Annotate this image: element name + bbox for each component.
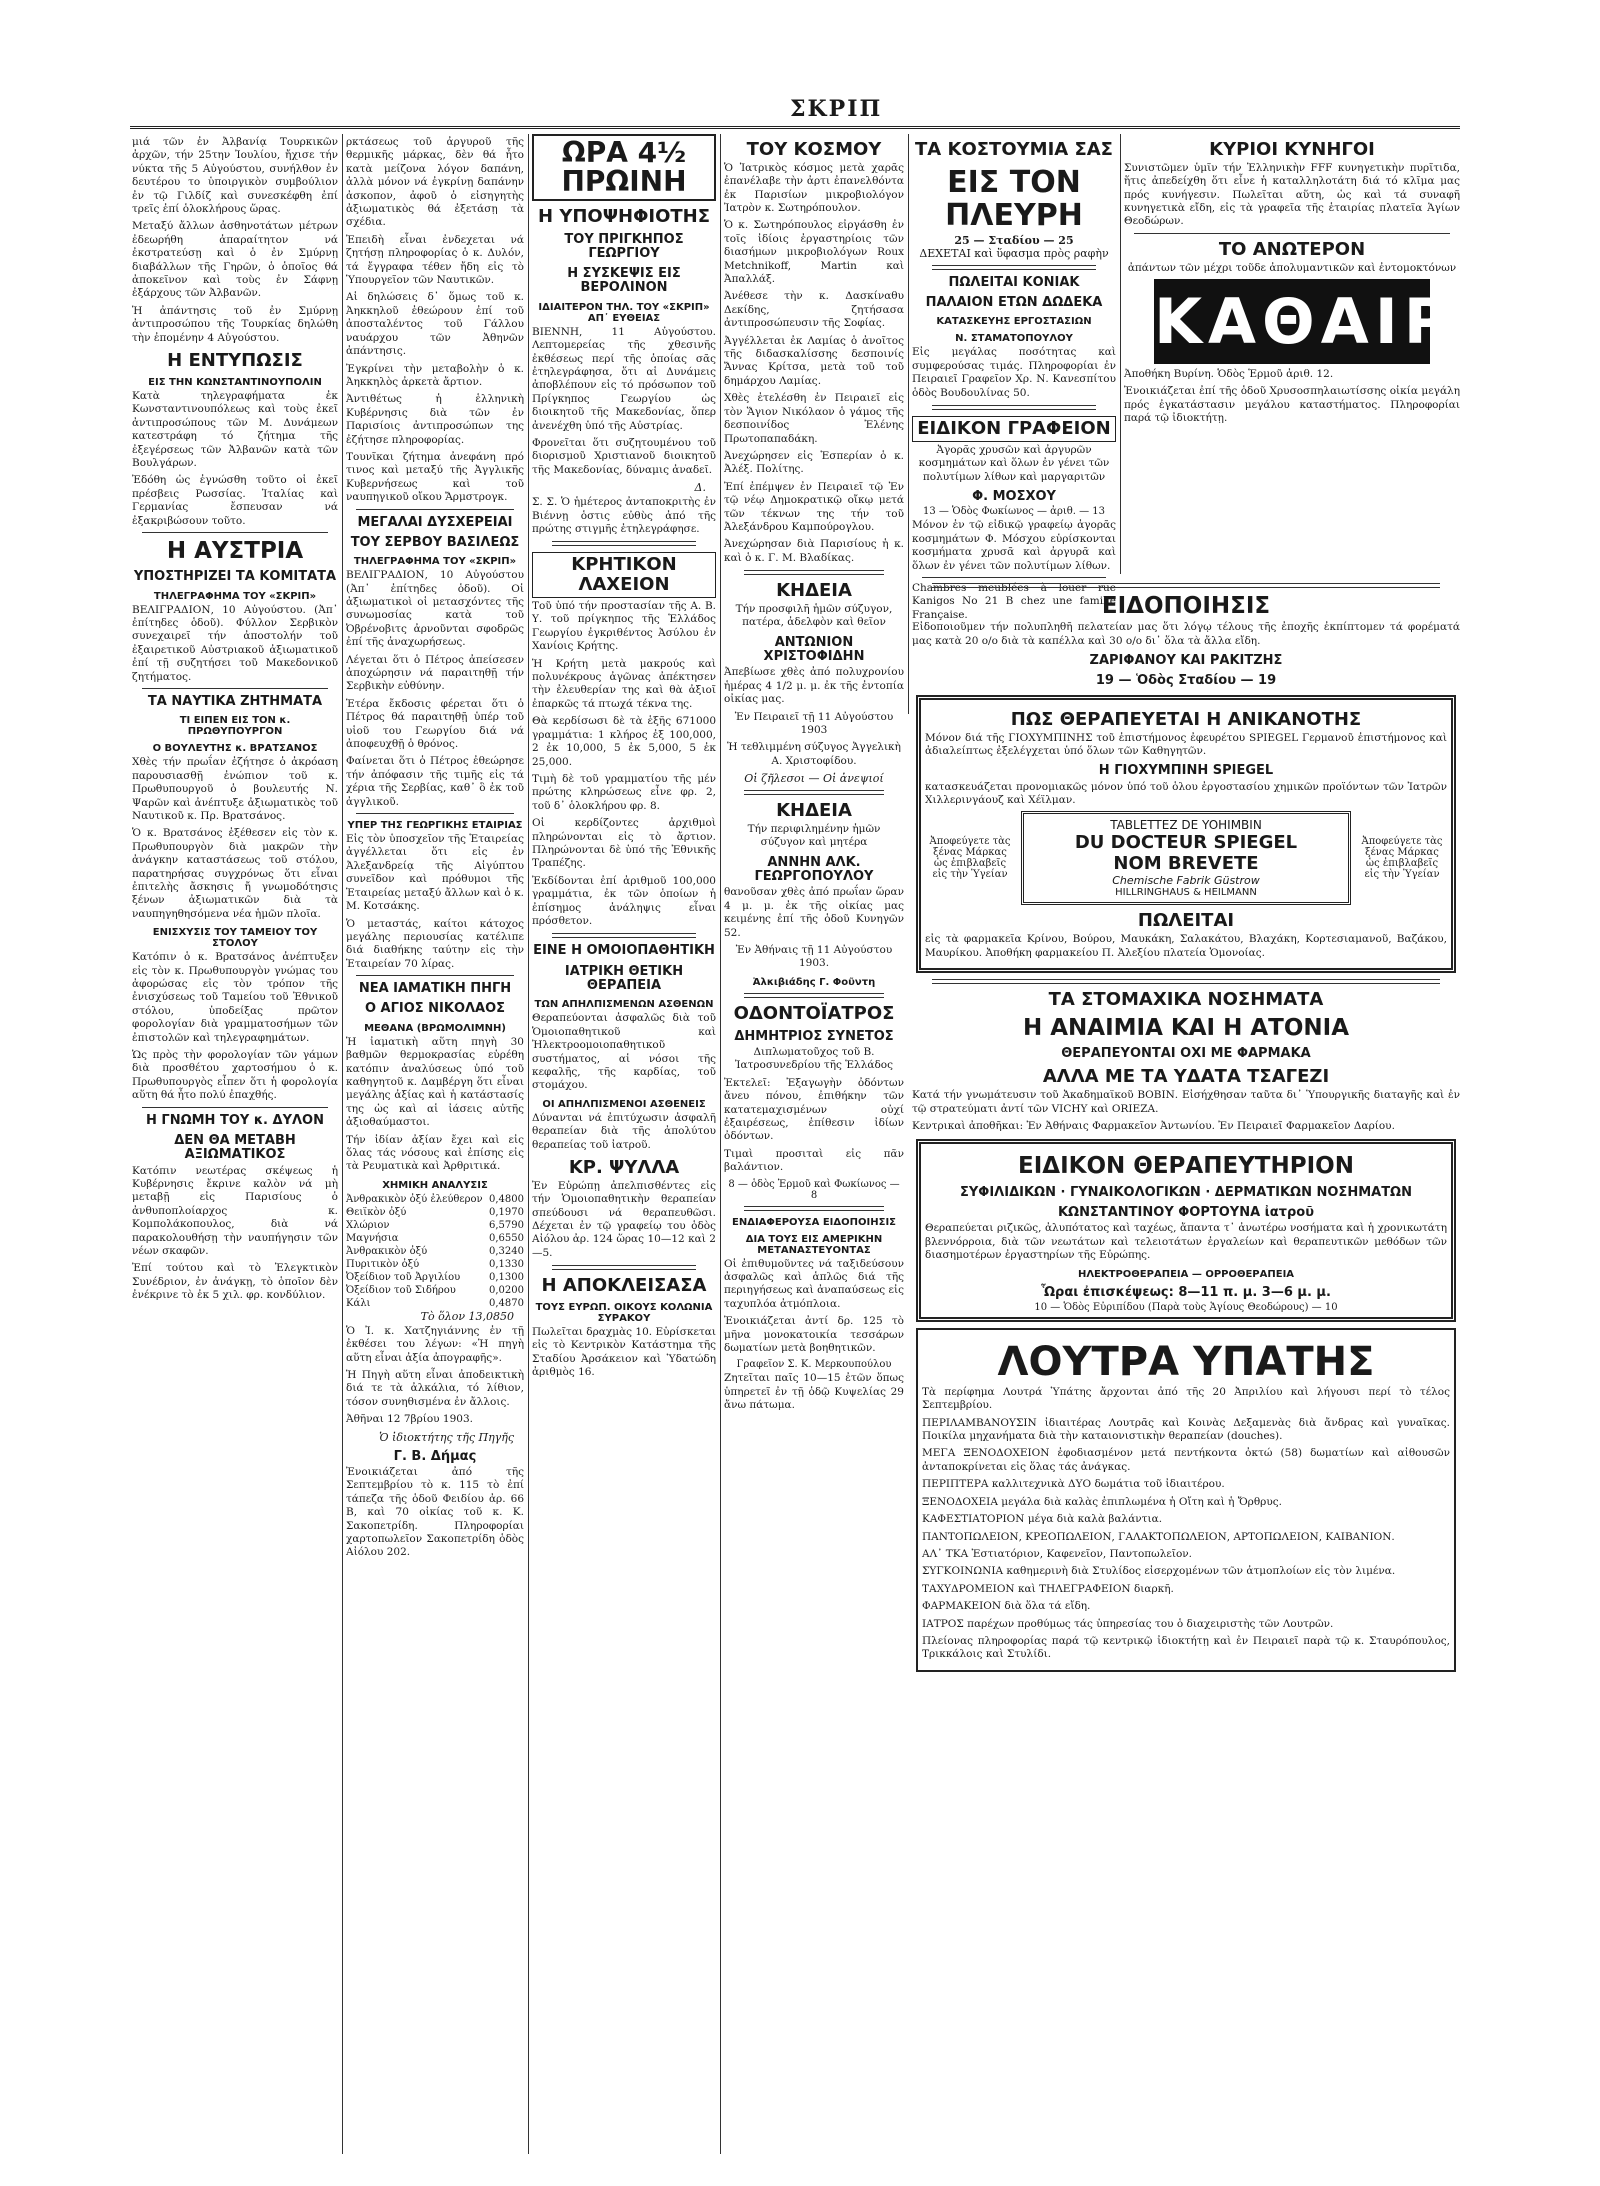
subheadline: Η ΓΙΟΧΥΜΠΙΝΗ SPIEGEL	[1098, 763, 1274, 779]
table-cell-value: 0,6550	[489, 1232, 524, 1244]
brand-logo: ΚΑΘΑΙΡΩ	[1154, 279, 1430, 364]
article-text: ΒΙΕΝΝΗ, 11 Αὐγούστου. Λεπτομερείας τῆς χθεσινῆς ἐκθέσεως περί τῆς ὁποίας σᾶς ἐτηλεγράφησα, ὅτι αἱ Δυνάμεις ἀποβλέπουν εἰς τό πρόσωπον τοῦ Πρίγκηπος Γεωργίου ὡς διοικητοῦ τῆς Μακεδονίας, ὅπερ ἀνενέχθη ὑπό τῆς Αὐστρίας.	[532, 325, 716, 432]
subheadline: ΕΝΙΣΧΥΣΙΣ ΤΟΥ ΤΑΜΕΙΟΥ ΤΟΥ ΣΤΟΛΟΥ	[152, 927, 318, 950]
advert-text: ΚΑΦΕΣΤΙΑΤΟΡΙΟΝ μέγα διὰ καλὰ βαλάντια.	[922, 1513, 1163, 1526]
advert-text: Πλείονας πληροφορίας παρά τῷ κεντρικῷ ἰδιοκτήτῃ καὶ ἐν Πειραιεῖ παρὰ τῷ κ. Σταυρόπουλος, Τρικκάλοις καὶ Στυλίδι.	[922, 1634, 1450, 1661]
headline: ΕΙΔΟΠΟΙΗΣΙΣ	[1101, 593, 1271, 619]
article-text: Χθὲς ἐτελέσθη ἐν Πειραιεῖ εἰς τὸν Ἅγιον Νικόλαον ὁ γάμος τῆς δεσποινίδος Ἐλένης Πρωτοπαπαδάκη.	[724, 392, 904, 445]
subheadline: ΕΙΣ ΤΗΝ ΚΩΝΣΤΑΝΤΙΝΟΥΠΟΛΙΝ	[148, 376, 322, 388]
headline: ΕΙΝΕ Η ΟΜΟΙΟΠΑΘΗΤΙΚΗ	[533, 943, 715, 959]
subheadline: ΔΗΜΗΤΡΙΟΣ ΣΥΝΕΤΟΣ	[734, 1028, 894, 1044]
headline: ΕΝΔΙΑΦΕΡΟΥΣΑ ΕΙΔΟΠΟΙΗΣΙΣ	[732, 1216, 896, 1228]
article-text: Ὁ κ. Σωτηρόπουλος εἰργάσθη ἐν τοῖς ἰδίοις ἐργαστηρίοις τῶν διασήμων μικροβιολόγων Roux Metchnikoff, Martin καὶ Ἀπαλλάξ.	[724, 219, 904, 286]
article-text: Δύνανται νά ἐπιτύχωσιν ἀσφαλῆ θεραπείαν διὰ τῆς ἀπολύτου θεραπείας τοῦ ἰατροῦ.	[532, 1111, 716, 1151]
notice-text: Οἱ ἐπιθυμοῦντες νά ταξιδεύσουν ἀσφαλῶς καὶ ἁπλῶς διά τῆς περιηγήσεως καὶ ἀναπαύσεως εἰς ταχυπλόα ἀτμόπλοια.	[724, 1257, 904, 1310]
headline: ΠΩΛΕΙΤΑΙ ΚΟΝΙΑΚ	[948, 274, 1080, 290]
divider	[744, 1206, 884, 1211]
article-text: Ἀνέθεσε τὴν κ. Δασκίναθυ Δεκίδης, ζητήσασα ἀντιπροσώπευσιν τῆς Σοφίας.	[724, 290, 904, 330]
advert-text: ἀπάντων τῶν μέχρι τοῦδε ἀπολυμαντικῶν καὶ ἐντομοκτόνων	[1127, 261, 1457, 274]
address: 13 — Ὁδὸς Φωκίωνος — ἀριθ. — 13	[922, 506, 1106, 518]
article-text: ΒΕΛΙΓΡΑΔΙΟΝ, 10 Αὐγούστου. (Ἀπ᾿ ἐπίτηδες ὁδοῦ). Φύλλον Σερβικὸν συνεχαιρεῖ τήν ἀποστολήν τοῦ ἐξαιρετικοῦ Αὐστριακοῦ ἀξιωματικοῦ ἐπί τῇ συζητήσει τοῦ Μακεδονικοῦ ζητήματος.	[132, 603, 338, 683]
table-row	[346, 1193, 524, 1206]
article-text: Ἡ Πηγὴ αὕτη εἶναι ἀποδεικτικὴ διά τε τὰ ἀλκάλια, τό λίθιον, τόσον συνηθισμένα ἐν ἄλλοις.	[346, 1369, 524, 1408]
warning-text: Ἀποφεύγετε τὰς ξένας Μάρκας ὡς ἐπιβλαβεῖς εἰς τὴν Ὑγείαν	[1361, 836, 1443, 881]
column-3	[532, 134, 716, 2154]
classified-text: Ἐνοικιάζεται ἐπί τῆς ὁδοῦ Χρυσοσπηλαιωτίσσης οἰκία μεγάλη πρός ἐγκατάστασιν μεγάλου καταστήματος. Πληροφορίαι παρά τῷ ἰδιοκτήτῃ.	[1124, 385, 1460, 425]
baths-advert	[916, 1328, 1456, 1672]
subheadline: ΠΩΛΕΙΤΑΙ	[1137, 910, 1235, 932]
signature: Δ.	[694, 481, 706, 495]
table-cell-name: Μαγνήσια	[346, 1232, 399, 1244]
advert-text: Τὰ περίφημα Λουτρά Ὑπάτης ἄρχονται ἀπό τῆς 20 Ἀπριλίου καὶ λήγουσι περί τὸ τέλος Σεπτεμβρίου.	[922, 1385, 1450, 1412]
subheadline: ΣΥΦΙΛΙΔΙΚΩΝ · ΓΥΝΑΙΚΟΛΟΓΙΚΩΝ · ΔΕΡΜΑΤΙΚΩΝ ΝΟΣΗΜΑΤΩΝ	[960, 1184, 1412, 1200]
table-cell-name: Ἀνθρακικὸν ὀξύ	[346, 1245, 428, 1257]
table-cell-value: 0,0200	[489, 1284, 524, 1296]
divider	[552, 1265, 696, 1270]
article-text: Ἀνεχώρησαν διὰ Παρισίους ἡ κ. καὶ ὁ κ. Γ. Μ. Βλαδίκας.	[724, 538, 904, 564]
headline: ΕΙΔΙΚΟΝ ΓΡΑΦΕΙΟΝ	[912, 416, 1116, 442]
headline: ΚΗΔΕΙΑ	[776, 800, 852, 822]
article-text: Ἐκδίδονται ἐπί ἀριθμοῦ 100,000 γραμμάτια, ἐκ τῶν ὁποίων ἡ ἐπίσημος ἀνάληψις εἶναι πρόσθετον.	[532, 874, 716, 927]
headline: ΤΟΥ ΚΟΣΜΟΥ	[746, 139, 882, 160]
doctor-name: ΚΡ. ΨΥΛΛΑ	[568, 1156, 680, 1178]
article-text: Ἀντιθέτως ἡ ἑλληνικὴ Κυβέρνησις διὰ τῶν ἐν Παρισίοις ἀντιπροσώπων της ἐζήτησε πληροφορίας.	[346, 393, 524, 446]
advert-text: ΑΛ᾿ ΤΚΑ Ἐστιατόριον, Καφενεῖον, Παντοπωλεῖον.	[922, 1547, 1192, 1560]
address: 10 — Ὁδὸς Εὐριπίδου (Παρὰ τοὺς Ἁγίους Θεοδώρους) — 10	[1034, 1301, 1338, 1313]
advert-text: ΜΕΓΑ ΞΕΝΟΔΟΧΕΙΟΝ ἐφοδιασμένον μετά πεντήκοντα ὀκτώ (58) δωματίων καὶ αἰθουσῶν ἀνταποκρίνεται εἰς ὅλας τάς ἀνάγκας.	[922, 1447, 1450, 1473]
article-text: ρκτάσεως τοῦ ἀργυροῦ τῆς θερμικῆς μάρκας, δὲν θά ἦτο κατὰ μείζονα λόγον δαπάνη, ἀλλὰ μόνον νά ἐγκρίνῃ δαπάνην ἀσκοπον, ἀφοῦ ὁ εἰσηγητὴς ἀξιωματικὸς θά ἐξετάσῃ τὰ σχέδια.	[346, 136, 524, 229]
notice-text: Διπλωματοῦχος τοῦ Β. Ἰατροσυνεδρίου τῆς Ἑλλάδος	[735, 1045, 893, 1072]
label-line: Chemische Fabrik Güstrow	[1112, 874, 1260, 888]
table-row	[346, 1297, 524, 1310]
article-text: Μεταξύ ἄλλων ἀσθηνοτάτων μέτρων ἐδεωρήθη ἀπαραίτητον νά ἐκστρατεύσῃ καὶ ὁ ἐν Σμύρνῃ διαβάλλων τῆς Γηρῶν, ὁ ὁποῖος θά ἀποκεῖνον καὶ τοὺς ἐν Σάφνῃ ἐξάρχους τῶν Ἀλβανῶν.	[132, 220, 338, 300]
signature-name: Γ. Β. Δήμας	[393, 1448, 477, 1464]
label-line: HILLRINGHAUS & HEILMANN	[1115, 887, 1257, 899]
article-text: Ὁ Ἰ. κ. Χατζηγιάννης ἐν τῇ ἐκθέσει του λέγων: «Ἡ πηγὴ αὕτη εἶναι ἀξία ἀπογραφῆς».	[346, 1324, 524, 1364]
classified-text: Ἐνοικιάζεται ἀπό τῆς Σεπτεμβρίου τὸ κ. 115 τὸ ἐπί τάπεζα τῆς ὁδοῦ Φειδίου ἀρ. 66 Β, καὶ 70 οἰκίας τοῦ κ. Κ. Σακοπετρίδη. Πληροφορίαι χαρτοπωλεῖον Σακοπετρίδη ὁδὸς Αἰόλου 202.	[346, 1465, 524, 1559]
subheadline: ΤΙ ΕΙΠΕΝ ΕΙΣ ΤΟΝ κ. ΠΡΩΘΥΠΟΥΡΓΟΝ	[179, 715, 291, 738]
headline: ΤΑ ΣΤΟΜΑΧΙΚΑ ΝΟΣΗΜΑΤΑ	[1048, 989, 1324, 1011]
subheadline: ΗΛΕΚΤΡΟΘΕΡΑΠΕΙΑ — ΟΡΡΟΘΕΡΑΠΕΙΑ	[1077, 1268, 1295, 1280]
article-text: Κατόπιν ὁ κ. Βρατσάνος ἀνέπτυξεν εἰς τὸν κ. Πρωθυπουργὸν γνώμας του ἀφορώσας εἰς τὸν τρόπον τῆς ἐνισχύσεως τοῦ Ταμείου τοῦ Ἐθνικοῦ στόλου, ὑποδείξας πρῶτον φορολογίαν διὰ γραμματοσήμων τῶν ἐπιστολῶν καὶ τηλεγραφημάτων.	[132, 951, 338, 1044]
notice-text: Τιμαὶ προσιταὶ εἰς πᾶν βαλάντιον.	[724, 1147, 904, 1174]
subheadline: ΚΩΝΣΤΑΝΤΙΝΟΥ ΦΟΡΤΟΥΝΑ ἰατροῦ	[1057, 1205, 1314, 1221]
product-label	[1021, 811, 1351, 905]
column-rule	[342, 134, 343, 2154]
notice-text: Τήν περιφιλημένην ἡμῶν σύζυγον καὶ μητέρα	[747, 823, 881, 849]
column-1	[132, 134, 338, 2154]
advert-text: Μόνον διά τῆς ΓΙΟΧΥΜΠΙΝΗΣ τοῦ ἐπιστήμονος ἐφευρέτου SPIEGEL Γερμανοῦ ἐπιστήμονος καὶ ἀδιαλείπτως ἐξελέγχεται ὑπό ὅλων τῶν Καθηγητῶν.	[925, 731, 1447, 757]
article-text: Οἱ κερδίζοντες ἀρχιθμοὶ πληρώνονται εἰς τὸ ἄρτιον. Πληρώνονται δὲ ὑπό τῆς Ἐθνικῆς Τραπέζης.	[532, 817, 716, 870]
headline: ΚΥΡΙΟΙ ΚΥΝΗΓΟΙ	[1209, 139, 1375, 160]
spiegel-advert	[916, 695, 1456, 973]
advert-text: ΦΑΡΜΑΚΕΙΟΝ διὰ ὅλα τά εἴδη.	[922, 1600, 1091, 1613]
table-cell-value: 0,1300	[489, 1271, 524, 1283]
subheadline: ΑΛΛΑ ΜΕ ΤΑ ΥΔΑΤΑ ΤΣΑΓΕΖΙ	[1042, 1066, 1330, 1088]
article-text: Ἀθῆναι 12 7βρίου 1903.	[346, 1413, 473, 1426]
advert-text: ΙΑΤΡΟΣ παρέχων προθύμως τάς ὑπηρεσίας του ὁ διαχειριστὴς τῶν Λουτρῶν.	[922, 1617, 1334, 1630]
column-rule	[1120, 134, 1121, 574]
advert-text: Ἀποθήκη Βυρίνη. Ὁδὸς Ἑρμοῦ ἀριθ. 12.	[1124, 368, 1334, 381]
article-text: Τιμὴ δὲ τοῦ γραμματίου τῆς μέν πρώτης κληρώσεως εἶνε φρ. 2, τοῦ δ᾿ ὁλοκλήρου φρ. 8.	[532, 772, 716, 812]
table-row	[346, 1245, 524, 1258]
article-text: Κατόπιν νεωτέρας σκέψεως ἡ Κυβέρνησις ἔκρινε καλὸν νά μὴ μεταβῇ εἰς Παρισίους ὁ ἀνθυποπλοίαρχος κ. Κομπολάκοπουλος, διὰ νά παρακολουθήσῃ τὴν ναυπήγησιν τῶν νέων σκαφῶν.	[132, 1164, 338, 1257]
divider	[356, 975, 514, 976]
article-text: Ὁ Ἰατρικὸς κόσμος μετὰ χαρᾶς ἐπανέλαβε τὴν ἀρτι ἐπανελθόντα ἐκ Παρισίων μικροβιολόγον Ἰατρὸν κ. Σωτηρόπουλον.	[724, 161, 904, 215]
article-text: Φρονεῖται ὅτι συζητουμένου τοῦ διορισμοῦ Χριστιανοῦ διοικητοῦ τῆς Μακεδονίας, δύναμις ἀναδεῖ.	[532, 437, 716, 476]
subheadline: ΤΩΝ ΑΠΗΛΠΙΣΜΕΝΩΝ ΑΣΘΕΝΩΝ	[534, 999, 714, 1011]
advert-text: κατασκευάζεται προνομιακῶς μόνον ὑπό τοῦ ὁλου ἐργοστασίου χημικῶν προϊόντων τῶν Ἰατρῶν Χιλλερινγάουζ καὶ Χέϊλμαν.	[925, 780, 1447, 807]
signature-name: Φ. ΜΟΣΧΟΥ	[972, 489, 1056, 505]
right-wide-section	[912, 578, 1460, 2154]
headline: ΜΕΓΑΛΑΙ ΔΥΣΧΕΡΕΙΑΙ	[357, 514, 513, 530]
headline: Η ΑΥΣΤΡΙΑ	[166, 537, 304, 564]
advert-text: ΞΕΝΟΔΟΧΕΙΑ μεγάλα διὰ καλὰς ἐπιπλωμένα ἡ Οἴτη καὶ ἡ Ὄρθρυς.	[922, 1495, 1282, 1508]
label-line: TABLETTEZ DE YOHIMBIN	[1110, 818, 1262, 833]
table-cell-value: 0,4800	[489, 1193, 524, 1205]
subheadline: ΠΑΛΑΙΟΝ ΕΤΩΝ ΔΩΔΕΚΑ	[925, 295, 1103, 311]
article-text: Τήν ἰδίαν ἀξίαν ἔχει καὶ εἰς ὅλας τάς νόσους καὶ ἐπίσης εἰς τὰ Ρευματικὰ καὶ Ἀρθριτικά.	[346, 1133, 524, 1173]
subheadline: ΟΙ ΑΠΗΛΠΙΣΜΕΝΟΙ ΑΣΘΕΝΕΙΣ	[542, 1098, 706, 1110]
notice-text: Τήν προσφιλῆ ἡμῶν σύζυγον, πατέρα, ἀδελφὸν καὶ θεῖον	[735, 602, 893, 629]
warning-text: Ἀποφεύγετε τὰς ξένας Μάρκας ὡς ἐπιβλαβεῖς εἰς τὴν Ὑγείαν	[929, 836, 1011, 881]
address: 8 — ὁδὸς Ἑρμοῦ καὶ Φωκίωνος — 8	[728, 1178, 900, 1201]
table-row	[346, 1232, 524, 1245]
article-text: Χθὲς τήν πρωΐαν ἐζήτησε ὁ ἀκρόαση παρουσιασθῇ ἐνώπιον τοῦ κ. Πρωθυπουργοῦ ὁ βουλευτής Ν. Ψαρῶν καὶ ἀνέπτυξε ἀξιωματικὸς τοῦ Ναυτικοῦ κ. Πρ. Βρατσάνος.	[132, 756, 338, 822]
article-text: Ἀνεχώρησεν εἰς Ἑσπερίαν ὁ κ. Ἀλέξ. Πολίτης.	[724, 449, 904, 476]
subheadline: ΚΑΤΑΣΚΕΥΗΣ ΕΡΓΟΣΤΑΣΙΩΝ	[936, 316, 1092, 328]
article-text: Ὁ κ. Βρατσάνος ἐξέθεσεν εἰς τὸν κ. Πρωθυπουργὸν διὰ μακρῶν τὴν ἀνάγκην καταστάσεως τοῦ στόλου, παρατηρήσας συγχρόνως ὅτι εἶναι ἐπιτελὴς ἄσκησις ἤ γνωμοδότησις ξένων ἀξιωματικῶν διὰ τὰ ναυπηγηθησόμενα νέα ἡμῶν πλοῖα.	[132, 827, 338, 920]
headline: Η ΑΝΑΙΜΙΑ ΚΑΙ Η ΑΤΟΝΙΑ	[1022, 1014, 1349, 1041]
divider	[142, 688, 328, 689]
subheadline: ΔΕΝ ΘΑ ΜΕΤΑΒΗ ΑΞΙΩΜΑΤΙΚΟΣ	[174, 1132, 296, 1163]
headline: ΤΑ ΚΟΣΤΟΥΜΙΑ ΣΑΣ	[915, 139, 1113, 160]
advert-text: ΠΑΝΤΟΠΩΛΕΙΟΝ, ΚΡΕΟΠΩΛΕΙΟΝ, ΓΑΛΑΚΤΟΠΩΛΕΙΟΝ, ΑΡΤΟΠΩΛΕΙΟΝ, ΚΑΙΒΑΝΙΟΝ.	[922, 1530, 1395, 1543]
subheadline: ΤΟΥ ΣΕΡΒΟΥ ΒΑΣΙΛΕΩΣ	[350, 534, 520, 550]
headline: ΝΕΑ ΙΑΜΑΤΙΚΗ ΠΗΓΗ	[358, 981, 512, 997]
headline: Η ΕΝΤΥΠΩΣΙΣ	[167, 350, 303, 372]
table-cell-value: 6,5790	[489, 1219, 524, 1231]
divider	[356, 813, 514, 814]
advert-text: ΠΕΡΙΠΤΕΡΑ καλλιτεχνικὰ ΔΥΟ δωμάτια τοῦ ἰδιαιτέρου.	[922, 1478, 1225, 1491]
article-text: Εἰς τὸν ὑποσχεῖον τῆς Ἑταιρείας ἀγγέλλεται ὅτι εἰς ἐν Ἀλεξανδρείᾳ τῆς Αἰγύπτου συνεῖδον καὶ πρόθυμοι τῆς Ἑταιρείας μεταξύ ἄλλων καὶ ὁ κ. Μ. Κοτσάκης.	[346, 833, 524, 913]
classified-text: Ἐνοικιάζεται ἀντί δρ. 125 τὸ μῆνα μονοκατοικία τεσσάρων δωματίων μετὰ βοηθητικῶν.	[724, 1315, 904, 1355]
table-row	[346, 1258, 524, 1271]
masthead	[130, 96, 1460, 129]
headline: Η ΥΠΟΨΗΦΙΟΤΗΣ	[537, 205, 711, 227]
headline: ΕΙΔΙΚΟΝ ΘΕΡΑΠΕΥΤΗΡΙΟΝ	[1018, 1153, 1354, 1180]
notice-text: Ἡ τεθλιμμένη σύζυγος Ἀγγελικὴ Α. Χριστοφίδου.	[727, 741, 901, 767]
headline: ΥΠΕΡ ΤΗΣ ΓΕΩΡΓΙΚΗΣ ΕΤΑΙΡΙΑΣ	[347, 820, 523, 832]
subheadline: ΤΟΥΣ ΕΥΡΩΠ. ΟΙΚΟΥΣ ΚΟΛΩΝΙΑ ΣΥΡΑΚΟΥ	[535, 1301, 713, 1324]
headline: ΛΟΥΤΡΑ ΥΠΑΤΗΣ	[997, 1338, 1375, 1385]
article-text: Ἐν Εὐρώπῃ ἀπελπισθέντες εἰς τήν Ὁμοιοπαθητικὴν θεραπείαν σπεύδουσι νά θεραπευθῶσι. Δέχεται ἐν τῷ γραφείῳ του ὁδὸς Αἰόλου ἀρ. 124 ὥρας 10—12 καὶ 2—5.	[532, 1179, 716, 1259]
article-text: Ἐπί τούτου καὶ τὸ Ἐλεγκτικὸν Συνέδριον, ἐν ἀνάγκῃ, τὸ ὁποῖον δὲν ἐνέκρινε τὸ ἐκ 5 χιλ. φρ. κονδύλιον.	[132, 1262, 338, 1302]
notice-date: Ἐν Ἀθήναις τῇ 11 Αὐγούστου 1903.	[735, 944, 893, 970]
article-text: Ἐπί ἐπέμψεν ἐν Πειραιεῖ τῷ Ἐν τῷ νέῳ Δημοκρατικῷ οἴκῳ μετά τῶν τέκνων της τήν τοῦ Ἀλεξάνδρου Καμπούρογλου.	[724, 480, 904, 533]
table-row	[346, 1219, 524, 1232]
divider	[142, 532, 328, 533]
article-text: μιά τῶν ἐν Ἀλβανίᾳ Τουρκικῶν ἀρχῶν, τήν 25την Ἰουλίου, ἤχισε τήν νύκτα τῆς 5 Αὐγούστου, συνήλθον ἐν δευτέρου το ὑποιργικὸν συμβούλιον ἐν τῷ Γιλδίζ καὶ συνεσκέφθη ἐπί τρεῖς ἐπί ὁλοκλήρους ὥρας.	[132, 136, 338, 216]
address: 25 — Σταδίου — 25	[954, 233, 1074, 247]
advert-text: ΤΑΧΥΔΡΟΜΕΙΟΝ καὶ ΤΗΛΕΓΡΑΦΕΙΟΝ διαρκῆ.	[922, 1582, 1174, 1595]
advert-text: Θεραπεύεται ριζικῶς, ἀλυπότατος καὶ ταχέως, ἄπαντα τ᾿ ἀνωτέρω νοσήματα καὶ ἡ χρονικωτάτη βλεννόρροια, διὰ τῶν νεωτάτων καὶ τελειοτάτων ἐργαλείων καὶ θεραπευτικῶν μεθόδων τῶν διασημοτέρων ἐργαστηρίων τῆς Εὐρώπης.	[925, 1222, 1447, 1262]
table-cell-name: Χλώριον	[346, 1219, 390, 1231]
advert-text: εἰς τὰ φαρμακεῖα Κρίνου, Βούρου, Μαυκάκη, Σαλακάτου, Βλαχάκη, Κορτεσιαμανοῦ, Βαζάκου, Μαυρίκου. Ἀποθήκη φαρμακείου Π. Ἀλεξίου πλατεία Ὁμονοίας.	[925, 933, 1447, 959]
notice-text: Εἰς μεγάλας ποσότητας καὶ συμφερούσας τιμάς. Πληροφορίαι ἐν Πειραιεῖ Γραφεῖον Χρ. Ν. Κανεσπίτου ὁδὸς Βουδουλίνας 50.	[912, 346, 1116, 399]
column-rule	[720, 134, 721, 2154]
label-line: DU DOCTEUR SPIEGEL	[1074, 832, 1298, 854]
masthead-title: ΣΚΡΙΠ	[790, 96, 883, 122]
notice-text: Ἀπεβίωσε χθὲς ἀπό πολυχρονίου ἡμέρας 4 1/2 μ. μ. ἐκ τῆς ἐντοπία οἰκίας μας.	[724, 666, 904, 706]
article-text: Λέγεται ὅτι ὁ Πέτρος ἀπείσεσεν ἀποχώρησιν νά παραιτηθῇ τήν Σερβικὴν εὐθύνην.	[346, 653, 524, 693]
subheadline: ΜΕΘΑΝΑ (ΒΡΩΜΟΛΙΜΝΗ)	[364, 1022, 506, 1034]
divider	[744, 570, 884, 575]
headline: ΤΟ ΑΝΩΤΕΡΟΝ	[1218, 238, 1366, 260]
clinic-advert	[916, 1139, 1456, 1321]
subheadline: ΥΠΟΣΤΗΡΙΖΕΙ ΤΑ ΚΟΜΙΤΑΤΑ	[133, 569, 337, 585]
headline: ΚΗΔΕΙΑ	[776, 580, 852, 602]
table-cell-name: Ὀξείδιον τοῦ Ἀργιλίου	[346, 1271, 461, 1283]
notice-text: ΔΕΧΕΤΑΙ καὶ ὕφασμα πρὸς ραφὴν	[919, 246, 1109, 260]
banner-headline: ΩΡΑ 4½ ΠΡΩΙΝΗ	[532, 134, 716, 201]
advert-text: ΣΥΓΚΟΙΝΩΝΙΑ καθημερινὴ διὰ Στυλίδος εἰσερχομένων τῶν ἀτμοπλοίων εἰς τὸν λιμένα.	[922, 1565, 1396, 1578]
subheadline: Η ΣΥΣΚΕΨΙΣ ΕΙΣ ΒΕΡΟΛΙΝΟΝ	[567, 266, 681, 296]
divider	[932, 265, 1096, 270]
table-title: ΧΗΜΙΚΗ ΑΝΑΛΥΣΙΣ	[382, 1179, 488, 1191]
subheadline: ΘΕΡΑΠΕΥΟΝΤΑΙ ΟΧΙ ΜΕ ΦΑΡΜΑΚΑ	[1061, 1046, 1311, 1062]
headline: Η ΑΠΟΚΛΕΙΣΑΣΑ	[541, 1275, 707, 1297]
table-cell-value: 0,4870	[489, 1297, 524, 1309]
table-cell-value: 0,1330	[489, 1258, 524, 1270]
notice-text: Ἀγορᾶς χρυσῶν καὶ ἀργυρῶν κοσμημάτων καὶ ὅλων ἐν γένει τῶν πολυτίμων λίθων καὶ μαργαριτῶν	[918, 443, 1110, 483]
address: 19 — Ὁδὸς Σταδίου — 19	[1095, 673, 1277, 689]
column-4	[724, 134, 904, 2154]
divider	[932, 405, 1096, 410]
notice-text: Εἰδοποιοῦμεν τήν πολυπληθῆ πελατείαν μας ὅτι λόγῳ τέλους τῆς ἐποχῆς ἐκπίπτομεν τά φορέματά μας κατὰ 20 ο/ο διὰ τὰ καπέλλα καὶ 30 ο/ο δι᾿ ὅλα τὰ ἄλλα εἴδη.	[912, 621, 1460, 647]
dateline: ΙΔΙΑΙΤΕΡΟΝ ΤΗΛ. ΤΟΥ «ΣΚΡΙΠ» ΑΠ᾿ ΕΥΘΕΙΑΣ	[538, 301, 710, 324]
advert-text: ΠΕΡΙΛΑΜΒΑΝΟΥΣΙΝ ἰδιαιτέρας Λουτρᾶς καὶ Κοινὰς Δεξαμενὰς διὰ ἄνδρας καὶ γυναῖκας. Ποικίλα μηχανήματα διὰ τὴν καταιονιστικὴν θεραπείαν (douches).	[922, 1416, 1450, 1443]
table-cell-value: 0,1970	[489, 1206, 524, 1218]
article-text: Κατὰ τηλεγραφήματα ἐκ Κωνσταντινουπόλεως καὶ τοὺς ἐκεῖ ἀντιπροσώπους τῶν Μ. Δυνάμεων κατεστράφη τό ζήτημα τῆς ἐξεγέρσεως τῶν Ἀλβανῶν κατὰ τῶν Βουλγάρων.	[132, 389, 338, 469]
article-text: Τοῦ ὑπό τήν προστασίαν τῆς Α. Β. Υ. τοῦ πρίγκηπος τῆς Ἑλλάδος Γεωργίου ἐγκριθέντος Ἀσύλου ἐν Χανίοις Κρήτης.	[532, 600, 716, 653]
hours: Ὧραι ἐπισκέψεως: 8—11 π. μ. 3—6 μ. μ.	[1041, 1284, 1331, 1300]
article-text: Ἡ ἀπάντησις τοῦ ἐν Σμύρνῃ ἀντιπροσώπου τῆς Τουρκίας δηλώθη τὴν ἐπομένην 4 Αὐγούστου.	[132, 304, 338, 344]
notice-text: Μόνον ἐν τῷ εἰδικῷ γραφείῳ ἀγορᾶς κοσμημάτων Φ. Μόσχου εὑρίσκονται κοσμήματα χρυσᾶ καὶ ἀργυρᾶ καὶ ὅλων ἐν γένει τῶν πολυτίμων λίθων.	[912, 519, 1116, 572]
table-row	[346, 1206, 524, 1219]
divider	[142, 1107, 328, 1108]
table-total: Τὸ ὅλον 13,0850	[420, 1309, 514, 1323]
divider	[744, 790, 884, 795]
table-cell-name: Θειϊκὸν ὀξύ	[346, 1206, 407, 1218]
table-row	[346, 1284, 524, 1297]
article-text: Ἡ Κρήτη μετὰ μακρούς καὶ πολυνέκρους ἀγῶνας ἀπέκτησεν τὴν ἐλευθερίαν της καὶ θὰ ἀξιοῖ ἐπαρκῶς τά πτωχά τέκνα της.	[532, 657, 716, 710]
article-text: Φαίνεται ὅτι ὁ Πέτρος ἐθεώρησε τήν ἀπόφασιν τῆς τιμῆς εἰς τά χέρια τῆς Σερβίας, καθ᾿ ὃ ἐκ τοῦ ἀγγλικοῦ.	[346, 755, 524, 808]
table-cell-value: 0,3240	[489, 1245, 524, 1257]
headline: ΟΔΟΝΤΟΪΑΤΡΟΣ	[733, 1002, 895, 1024]
dateline: ΤΗΛΕΓΡΑΦΗΜΑ ΤΟΥ «ΣΚΡΙΠ»	[353, 556, 517, 568]
article-text: Ἀγγέλλεται ἐκ Λαμίας ὁ ἀνοῖτος τῆς διδασκαλίσσης δεσποινίς Ἄννας Κρίτσα, μετὰ τοῦ τοῦ δημάρχου Λαμίας.	[724, 334, 904, 387]
article-text: Ἡ ἰαματικὴ αὕτη πηγὴ 30 βαθμῶν θερμοκρασίας εὑρέθη κατόπιν ἀναλύσεως ὑπό τοῦ καθηγητοῦ κ. Δαμβέργη ὅτι εἶναι μεγάλης ἀξίας καὶ ἡ κατάστασίς της ὡς καὶ αἱ ἰάσεις αὐτῆς ἀξιοθαύμαστοι.	[346, 1035, 524, 1129]
column-rule	[908, 134, 909, 714]
column-2	[346, 134, 524, 2154]
classified-text: Ζητεῖται παῖς 10—15 ἐτῶν ὅπως ὑπηρετεῖ ἐν τῇ ὁδῷ Κυψελίας 29 ἄνω πάτωμα.	[724, 1372, 904, 1412]
dateline: ΤΗΛΕΓΡΑΦΗΜΑ ΤΟΥ «ΣΚΡΙΠ»	[153, 590, 317, 602]
notice-text: Ἐκτελεῖ: Ἐξαγωγὴν ὀδόντων ἄνευ πόνου, ἐπιθήκην τῶν κατατεμαχισμένων οὐχί ἐξαιρέσεως, ἐπίθεσιν ἰδίων ὀδόντων.	[724, 1076, 904, 1143]
divider	[552, 933, 696, 938]
article-text: Ὁ μεταστάς, καίτοι κάτοχος μεγάλης περιουσίας κατέλιπε διά διαθήκης ταύτην εἰς τὴν Ἑταιρείαν 70 λίρας.	[346, 917, 524, 970]
divider	[1134, 233, 1450, 234]
article-text: Ὡς πρὸς τὴν φορολογίαν τῶν γάμων διὰ προσθέτου χαρτοσήμου ὁ κ. Πρωθυπουργὸς εἶπεν ὅτι ἡ φορολογία αὕτη θά ἦτο πολύ ἐπαχθής.	[132, 1049, 338, 1102]
signature-name: ΖΑΡΙΦΑΝΟΥ ΚΑΙ ΡΑΚΙΤΖΗΣ	[1089, 653, 1283, 669]
subheadline: Ν. ΣΤΑΜΑΤΟΠΟΥΛΟΥ	[955, 333, 1073, 345]
subheadline: ΕΙΣ ΤΟΝ ΠΛΕΥΡΗ	[945, 164, 1083, 233]
subheadline: Ο ΑΓΙΟΣ ΝΙΚΟΛΑΟΣ	[364, 1001, 506, 1017]
headline: ΤΑ ΝΑΥΤΙΚΑ ΖΗΤΗΜΑΤΑ	[147, 693, 323, 709]
deceased-name: ΑΝΤΩΝΙΟΝ ΧΡΙΣΤΟΦΙΔΗΝ	[763, 634, 865, 665]
advert-text: Συνιστῶμεν ὑμῖν τήν Ἑλληνικὴν FFF κυνηγετικὴν πυρῖτιδα, ἥτις ἀπεδείχθη ὅτι εἶνε ἡ καταλληλοτάτη διά τό κλῖμα μας πρός κυνήγεσιν. Πωλεῖται αὕτη, ὡς καὶ τά συναφῆ κυνηγετικὰ εἴδη, εἰς τὰ γραφεῖα τῆς ἑταιρίας πλατεῖα Ἁγίων Θεοδώρων.	[1124, 161, 1460, 228]
subheadline: ΔΙΑ ΤΟΥΣ ΕΙΣ ΑΜΕΡΙΚΗΝ ΜΕΤΑΝΑΣΤΕΥΟΝΤΑΣ	[745, 1233, 883, 1256]
divider	[356, 509, 514, 510]
divider	[932, 583, 1440, 588]
article-text: ΒΕΛΙΓΡΑΔΙΟΝ, 10 Αὐγούστου (Ἀπ᾿ ἐπίτηδες ὁδοῦ). Οἱ ἀξιωματικοὶ οἱ μετασχόντες τῆς συνωμοσίας κατὰ τοῦ Ὀβρένοβιτς ἀρνοῦνται σφοδρῶς ἐπί τῆς ἀναχωρήσεως.	[346, 569, 524, 649]
column-rule	[528, 134, 529, 2154]
subheadline: ΙΑΤΡΙΚΗ ΘΕΤΙΚΗ ΘΕΡΑΠΕΙΑ	[564, 963, 684, 993]
table-cell-name: Κάλι	[346, 1297, 371, 1309]
article-text: Ἐγκρίνει τὴν μεταβολὴν ὁ κ. Ἀηκκηλὸς ἀρκετὰ ἄρτιον.	[346, 362, 524, 388]
divider	[744, 993, 884, 998]
classified-text: Chambres meublées à louer rue Kanigos No 21 B chez une famille Française.	[912, 581, 1116, 621]
article-text: Θεραπεύονται ἀσφαλῶς διὰ τοῦ Ὁμοιοπαθητικοῦ καὶ Ἠλεκτροομοιοπαθητικοῦ συστήματος, αἱ νόσοι τῆς κεφαλῆς, τῆς καρδίας, τοῦ στομάχου.	[532, 1012, 716, 1092]
signature: Ὁ ἰδιοκτήτης τῆς Πηγῆς	[379, 1430, 514, 1444]
signature-name: Ἀλκιβιάδης Γ. Φοῦντη	[752, 976, 876, 988]
column-6	[1124, 134, 1514, 564]
article-text: Ἑτέρα ἔκδοσις φέρεται ὅτι ὁ Πέτρος θά παραιτηθῇ ὑπέρ τοῦ υἱοῦ του Γεωργίου διά νά ἀποφευχθῇ ὁ θρόνος.	[346, 697, 524, 751]
table-cell-name: Ὀξείδιον τοῦ Σιδήρου	[346, 1284, 456, 1296]
notice-date: Ἐν Πειραιεῖ τῇ 11 Αὐγούστου 1903	[734, 710, 894, 736]
advert-text: Κεντρικαὶ ἀποθῆκαι: Ἐν Ἀθήναις Φαρμακεῖον Ἀντωνίου. Ἐν Πειραιεῖ Φαρμακεῖον Δαρίου.	[912, 1120, 1395, 1133]
subheadline: ΤΟΥ ΠΡΙΓΚΗΠΟΣ ΓΕΩΡΓΙΟΥ	[564, 231, 684, 261]
article-text: Θὰ κερδίσωσι δὲ τὰ ἑξῆς 671000 γραμμάτια: 1 κλήρος ἐξ 100,000, 2 ἐκ 10,000, 5 ἐκ 5,000, 5 ἐκ 25,000.	[532, 715, 716, 768]
divider	[552, 541, 696, 546]
advert-text: Κατά τήν γνωμάτευσιν τοῦ Ἀκαδημαϊκοῦ ΒΟΒΙΝ. Εἰσήχθησαν ταῦτα δι᾿ Ὑπουργικῆς διαταγῆς καὶ ἐν τῷ στρατεύματι ἀντί τῶν VICHY καὶ ORIEZA.	[912, 1089, 1460, 1115]
notice-text: θανοῦσαν χθὲς ἀπό πρωΐαν ὥραν 4 μ. μ. ἐκ τῆς οἰκίας μας κειμένης ἐπί τῆς ὁδοῦ Κυνηγῶν 52.	[724, 886, 904, 939]
headline: ΚΡΗΤΙΚΟΝ ΛΑΧΕΙΟΝ	[532, 552, 716, 598]
article-text: Ἐδόθη ὡς ἐγνώσθη τοῦτο οἱ ἐκεῖ πρέσβεις Ρωσσίας. Ἰταλίας καὶ Γερμανίας ἔσπευσαν νά ἐξακριβώσουν τοῦτο.	[132, 474, 338, 527]
divider	[932, 979, 1440, 984]
deceased-name: ΑΝΝΗΝ ΑΛΚ. ΓΕΩΡΓΟΠΟΥΛΟΥ	[754, 854, 874, 885]
product-label-row	[925, 811, 1447, 905]
headline: Η ΓΝΩΜΗ ΤΟΥ κ. ΔΥΛΟΝ	[146, 1112, 324, 1128]
article-text: Τουνῖκαι ζήτημα ἀνεφάνη πρό τινος καὶ μεταξύ τῆς Ἀγγλικῆς Κυβερνήσεως καὶ τοῦ ναυπηγικοῦ οἴκου Ἄρμστρογκ.	[346, 450, 524, 504]
article-text: Πωλεῖται δραχμὰς 10. Εὑρίσκεται εἰς τὸ Κεντρικὸν Κατάστημα τῆς Σταδίου Ἀρσάκειον καὶ Ὑδατώδη ἀριθμὸς 16.	[532, 1325, 716, 1379]
chemical-analysis-table	[346, 1193, 524, 1310]
table-row	[346, 1271, 524, 1284]
subheadline: Ο ΒΟΥΛΕΥΤΗΣ κ. ΒΡΑΤΣΑΝΟΣ	[152, 743, 318, 755]
article-text: Αἱ δηλώσεις δ᾿ ὅμως τοῦ κ. Ἀηκκηλοῦ ἐθεώρουν ἐπί τοῦ ἀποσταλέντος τοῦ Γάλλου ναυάρχου τῶν Ἀθηνῶν ἀπάντησις.	[346, 291, 524, 358]
article-text: Ἐπειδὴ εἶναι ἐνδεχεται νά ζητήσῃ πληροφορίας ὁ κ. Δυλόν, τά ἔγγραφα τέθεν ἤδη εἰς τὸ Ὑπουργεῖον τῶν Ναυτικῶν.	[346, 233, 524, 287]
table-cell-name: Ἀνθρακικὸν ὀξύ ἐλεύθερον	[346, 1193, 483, 1205]
table-cell-name: Πυριτικὸν ὀξύ	[346, 1258, 420, 1270]
headline: ΠΩΣ ΘΕΡΑΠΕΥΕΤΑΙ Η ΑΝΙΚΑΝΟΤΗΣ	[1010, 708, 1362, 730]
address: Γραφεῖον Σ. Κ. Μερκουπούλου	[736, 1359, 892, 1371]
signature: Οἱ ζῆλεσοι — Οἱ ἀνεψιοί	[744, 772, 884, 786]
label-line: NOM BREVETE	[1113, 853, 1259, 875]
article-text: Σ. Σ. Ὁ ἡμέτερος ἀνταποκριτὴς ἐν Βιέννῃ ὁστις εὐθὺς ἀπό τῆς πρώτης στιγμῆς ἐτηλεγράφησε.	[532, 496, 716, 536]
